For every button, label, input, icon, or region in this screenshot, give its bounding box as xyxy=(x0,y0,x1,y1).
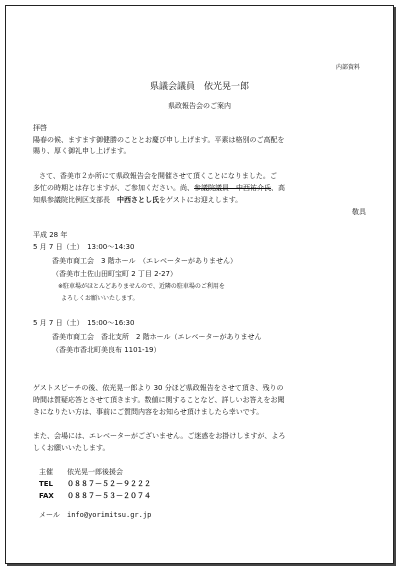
event-2-address: （香美市香北町美良布 1101-19） xyxy=(52,346,161,354)
document-subtitle: 県政報告会のご案内 xyxy=(168,102,231,110)
body-paragraph-1-line-1: 陽春の候、ますます御健勝のこととお慶び申し上げます。平素は格別のご高配を xyxy=(33,136,285,144)
tel-number: ０８８７－５２－９２２２ xyxy=(67,480,151,488)
speech-line-1: ゲストスピーチの後、依光晃一郎より 30 分ほど県政報告をさせて頂き、残りの xyxy=(33,384,284,392)
speech-line-3: きになりたい方は、事前にご質問内容をお知らせ頂けましたら幸いです。 xyxy=(33,408,264,416)
body-paragraph-2-line-3 xyxy=(33,196,242,204)
document-tag: 内部資料 xyxy=(336,64,361,71)
event-1-venue: 香美市商工会 3 階ホール （エレベーターがありません） xyxy=(52,257,238,265)
fax-label: FAX xyxy=(39,492,54,500)
event-1-parking-note-line-2: よろしくお願いいたします。 xyxy=(61,295,139,302)
body-paragraph-2-line-2-end: 、高 xyxy=(271,184,285,192)
access-note-line-1: また、会場には、エレベーターがございません。ご迷惑をお掛けしますが、よろ xyxy=(33,432,286,440)
organizer-label: 主催 xyxy=(39,468,53,476)
body-paragraph-2-line-2 xyxy=(33,184,285,192)
speech-line-2: 時間は質疑応答とさせて頂きます。数値に関することなど、詳しいお答えをお聞 xyxy=(33,396,285,404)
mail-address: info@yorimitsu.gr.jp xyxy=(67,511,152,519)
fax-number: ０８８７－５３－２０７４ xyxy=(67,492,151,500)
body-paragraph-2-line-1: さて、香美市２か所にて県政報告会を開催させて頂くことになりました。ご xyxy=(39,172,277,180)
struck-guest-name: 参議院議員 中西祐介氏 xyxy=(194,184,271,192)
tel-label: TEL xyxy=(39,480,54,488)
closing-text: 敬具 xyxy=(352,208,366,216)
greeting: 拝啓 xyxy=(33,124,47,132)
mail-label: メール xyxy=(39,511,60,519)
body-paragraph-2-line-3-text: 知県参議院比例区支部長 xyxy=(33,196,117,204)
organizer-name: 依光晃一郎後援会 xyxy=(67,468,123,476)
document-page xyxy=(5,5,394,564)
document-title: 県議会議員 依光晃一郎 xyxy=(149,82,249,92)
event-2-date: 5 月 7 日（土） 15:00～16:30 xyxy=(33,319,135,327)
body-paragraph-2-line-2-text: 多忙の時期とは存じますが、ご参加ください。尚、 xyxy=(33,184,194,192)
event-1-parking-note-line-1: ※駐車場がほとんどありませんので、近隣の駐車場のご利用を xyxy=(58,283,225,290)
event-1-date: 5 月 7 日（土） 13:00～14:30 xyxy=(33,243,135,251)
body-paragraph-2-line-3-end: をゲストにお迎えします。 xyxy=(159,196,243,204)
body-paragraph-1-line-2: 賜り、厚く御礼申し上げます。 xyxy=(33,147,131,155)
access-note-line-2: しくお願いいたします。 xyxy=(33,444,110,452)
event-2-venue: 香美市商工会 香北支所 2 階ホール（エレベーターがありません xyxy=(52,333,262,341)
era-year: 平成 28 年 xyxy=(33,231,68,239)
event-1-address: （香美市土佐山田町宝町 2 丁目 2-27） xyxy=(52,270,178,278)
guest-name: 中西さとし氏 xyxy=(117,196,159,204)
